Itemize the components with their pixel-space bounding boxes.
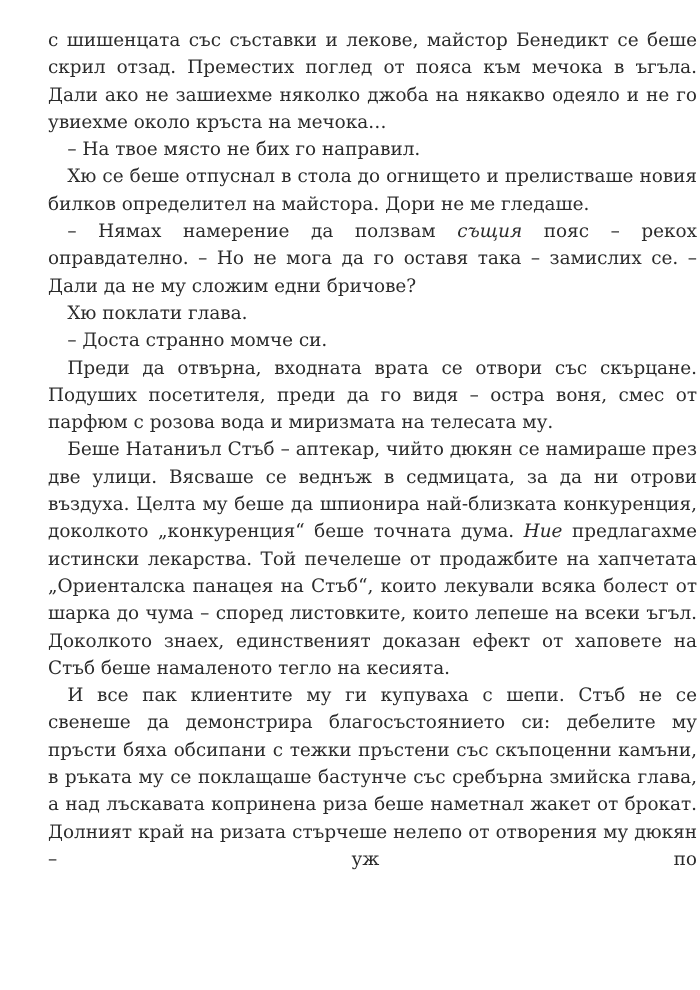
paragraph (48, 436, 697, 682)
text-run: И все пак клиентите му ги купуваха с шепи. Стъб не се свенеше да демонстрира благосъстоянието си: дебелите му пръсти бяха обсипани с тежки пръстени със скъпоценни камъни, в ръката му се поклащаше бастунче със сребърна змийска глава, а над лъскавата копринена риза беше наметнал жакет от брокат. Долният край на ризата стърчеше нелепо от отворения му дюкян – уж по (48, 685, 697, 870)
text-run: – Доста странно момче си. (67, 330, 328, 352)
text-run: Беше Натаниъл Стъб – аптекар, чийто дюкян се намираше през две улици. Вясваше се веднъж в седмицата, за да ни отрови въздуха. Целта му беше да шпионира най-близката конкуренция, доколкото „конкуренция“ беше точната дума. (48, 439, 697, 543)
paragraph (48, 355, 697, 437)
text-run: с шишенцата със съставки и лекове, майстор Бенедикт се беше скрил отзад. Преместих поглед от пояса към мечока в ъгъла. Дали ако не зашиехме няколко джоба на някакво одеяло и не го увиехме около кръста на мечока… (48, 30, 697, 133)
text-run-italic: същия (457, 221, 523, 243)
text-run-italic: Ние (523, 521, 563, 543)
text-run: Хю се беше отпуснал в стола до огнището и прелистваше новия билков определител на майстора. Дори не ме гледаше. (48, 166, 697, 215)
text-run: предлагахме истински лекарства. Той печелеше от продажбите на хапчетата „Ориенталска панацея на Стъб“, които лекували всяка болест от шарка до чума – според листовките, които лепеше на всеки ъгъл. Доколкото знаех, единственият доказан ефект от хаповете на Стъб беше намаленото тегло на кесията. (48, 521, 697, 679)
paragraph (48, 163, 697, 218)
paragraph-continued (48, 27, 697, 136)
book-page (48, 27, 697, 873)
paragraph (48, 300, 697, 327)
text-run: пояс – рекох оправдателно. – Но не мога да го оставя така – замислих се. – Дали да не му сложим едни бричове? (48, 221, 697, 297)
paragraph-dialogue (48, 136, 697, 163)
text-run: Хю поклати глава. (67, 302, 248, 324)
text-run: – На твое място не бих го направил. (67, 139, 421, 161)
text-run: – Нямах намерение да ползвам (67, 221, 458, 243)
paragraph-dialogue (48, 218, 697, 300)
text-run: Преди да отвърна, входната врата се отвори със скърцане. Подуших посетителя, преди да го видя – остра воня, смес от парфюм с розова вода и миризмата на телесата му. (48, 357, 697, 434)
paragraph-dialogue (48, 327, 697, 354)
paragraph-continues (48, 682, 697, 873)
